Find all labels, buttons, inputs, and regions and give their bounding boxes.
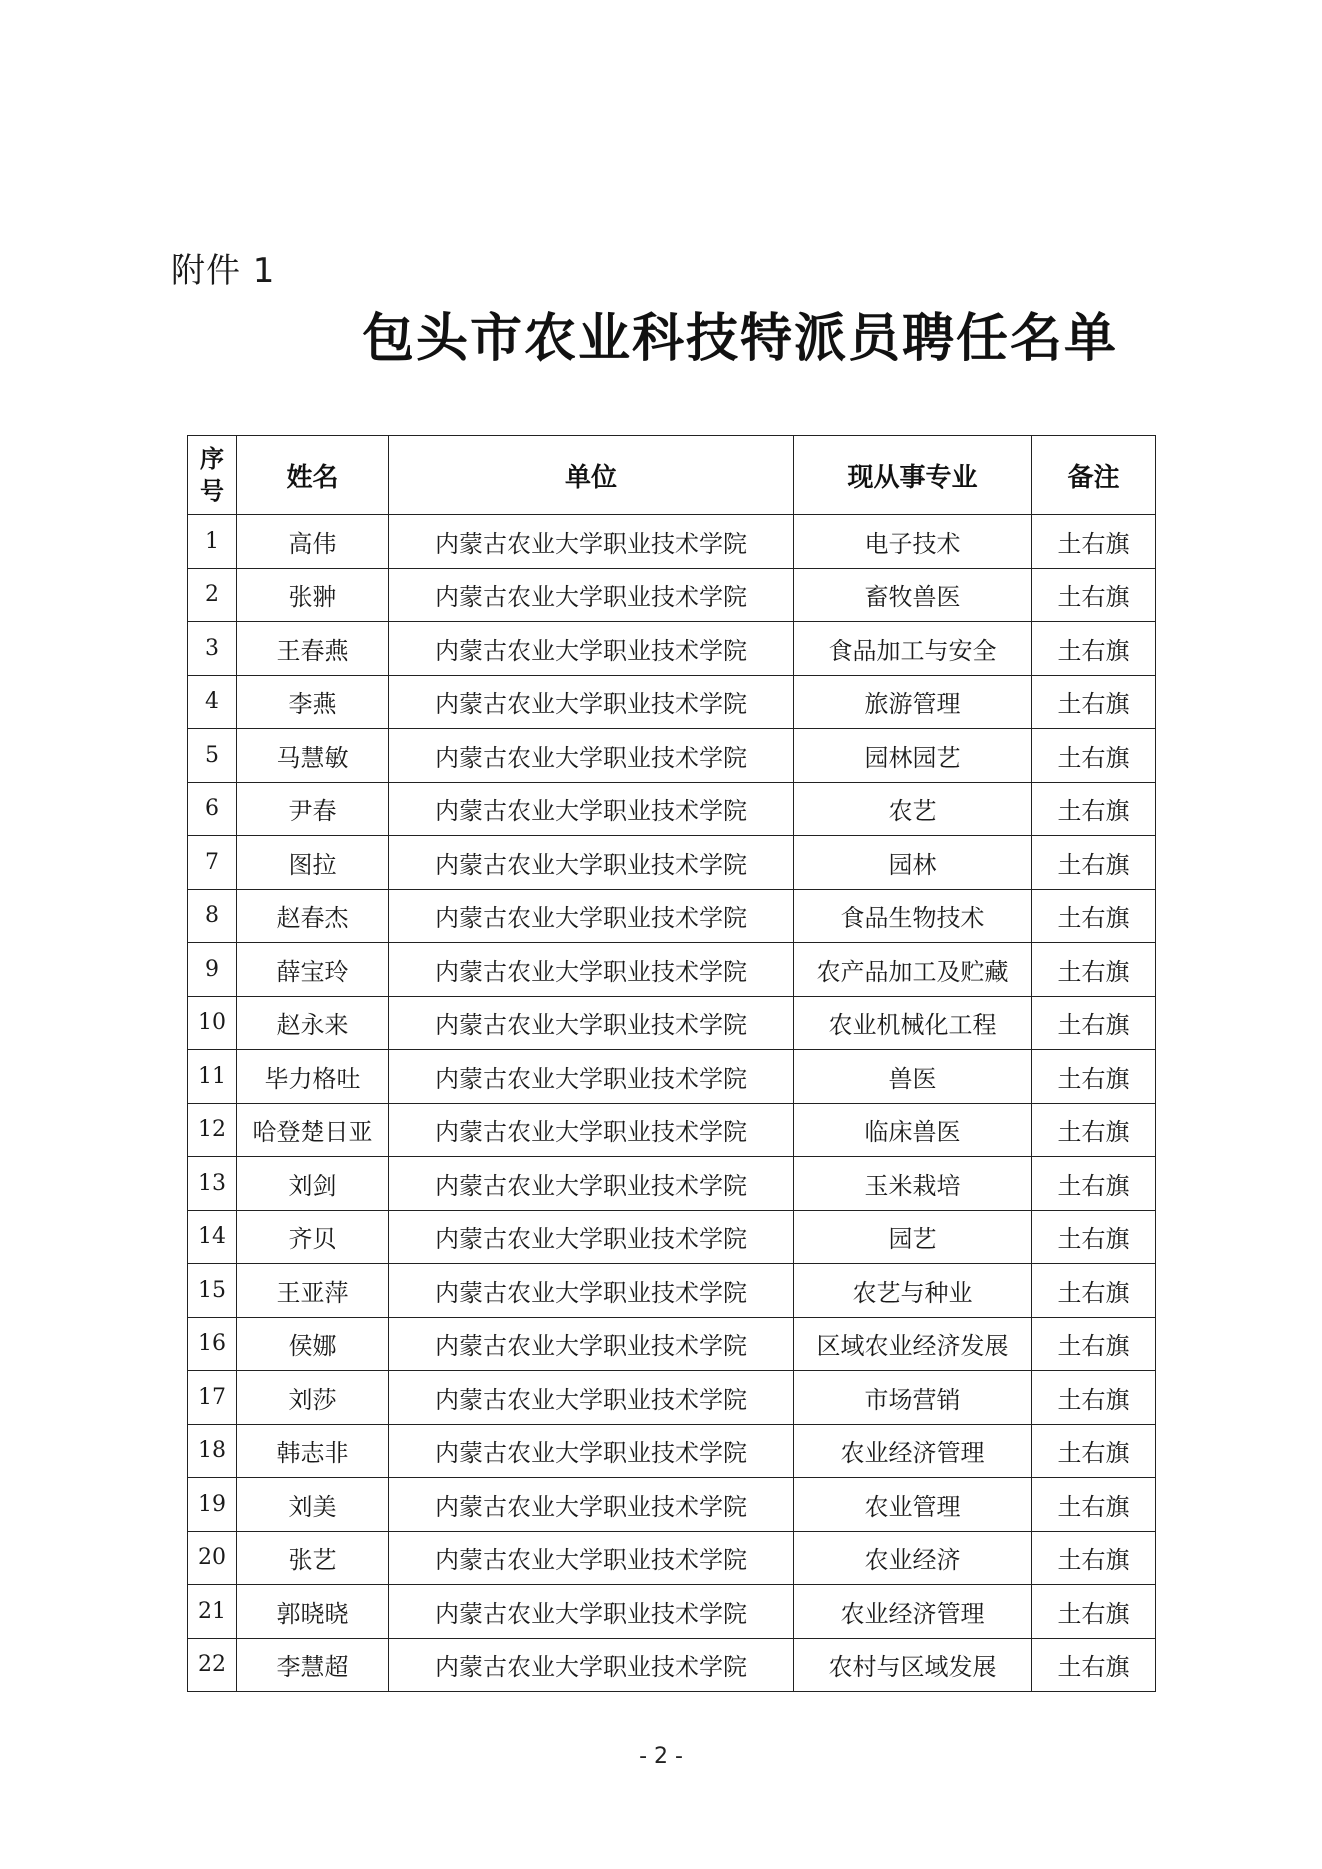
cell-unit: 内蒙古农业大学职业技术学院 xyxy=(389,1103,794,1157)
cell-specialty: 畜牧兽医 xyxy=(794,568,1032,622)
cell-note: 土右旗 xyxy=(1032,889,1156,943)
cell-specialty: 玉米栽培 xyxy=(794,1157,1032,1211)
cell-specialty: 农业经济管理 xyxy=(794,1424,1032,1478)
cell-specialty: 农业机械化工程 xyxy=(794,996,1032,1050)
cell-seq: 14 xyxy=(188,1210,237,1264)
cell-unit: 内蒙古农业大学职业技术学院 xyxy=(389,1478,794,1532)
table-body xyxy=(188,515,1156,1692)
cell-specialty: 旅游管理 xyxy=(794,675,1032,729)
cell-specialty: 兽医 xyxy=(794,1050,1032,1104)
cell-note: 土右旗 xyxy=(1032,1424,1156,1478)
cell-unit: 内蒙古农业大学职业技术学院 xyxy=(389,782,794,836)
cell-unit: 内蒙古农业大学职业技术学院 xyxy=(389,836,794,890)
table-row xyxy=(188,1103,1156,1157)
table-row xyxy=(188,836,1156,890)
table-row xyxy=(188,675,1156,729)
cell-name: 马慧敏 xyxy=(237,729,389,783)
cell-name: 张翀 xyxy=(237,568,389,622)
table-row xyxy=(188,1157,1156,1211)
cell-note: 土右旗 xyxy=(1032,782,1156,836)
cell-name: 赵永来 xyxy=(237,996,389,1050)
cell-name: 王亚萍 xyxy=(237,1264,389,1318)
cell-specialty: 农业经济管理 xyxy=(794,1585,1032,1639)
cell-note: 土右旗 xyxy=(1032,515,1156,569)
cell-unit: 内蒙古农业大学职业技术学院 xyxy=(389,1050,794,1104)
cell-seq: 1 xyxy=(188,515,237,569)
header-name: 姓名 xyxy=(237,436,389,515)
cell-unit: 内蒙古农业大学职业技术学院 xyxy=(389,996,794,1050)
cell-specialty: 园艺 xyxy=(794,1210,1032,1264)
cell-unit: 内蒙古农业大学职业技术学院 xyxy=(389,675,794,729)
page-number: - 2 - xyxy=(639,1744,683,1769)
table-row xyxy=(188,568,1156,622)
table-row xyxy=(188,515,1156,569)
table-row xyxy=(188,1424,1156,1478)
cell-specialty: 农村与区域发展 xyxy=(794,1638,1032,1692)
cell-note: 土右旗 xyxy=(1032,996,1156,1050)
cell-note: 土右旗 xyxy=(1032,729,1156,783)
attachment-label: 附件 1 xyxy=(171,251,276,291)
cell-name: 齐贝 xyxy=(237,1210,389,1264)
table-row xyxy=(188,729,1156,783)
cell-specialty: 农艺 xyxy=(794,782,1032,836)
cell-unit: 内蒙古农业大学职业技术学院 xyxy=(389,889,794,943)
cell-note: 土右旗 xyxy=(1032,568,1156,622)
table-row xyxy=(188,889,1156,943)
cell-name: 郭晓晓 xyxy=(237,1585,389,1639)
cell-specialty: 电子技术 xyxy=(794,515,1032,569)
cell-unit: 内蒙古农业大学职业技术学院 xyxy=(389,1531,794,1585)
header-specialty: 现从事专业 xyxy=(794,436,1032,515)
cell-seq: 4 xyxy=(188,675,237,729)
cell-name: 刘美 xyxy=(237,1478,389,1532)
cell-unit: 内蒙古农业大学职业技术学院 xyxy=(389,1638,794,1692)
header-unit: 单位 xyxy=(389,436,794,515)
cell-seq: 7 xyxy=(188,836,237,890)
cell-seq: 18 xyxy=(188,1424,237,1478)
table-row xyxy=(188,1585,1156,1639)
cell-seq: 22 xyxy=(188,1638,237,1692)
cell-note: 土右旗 xyxy=(1032,1157,1156,1211)
cell-seq: 11 xyxy=(188,1050,237,1104)
cell-unit: 内蒙古农业大学职业技术学院 xyxy=(389,1424,794,1478)
table-row xyxy=(188,1317,1156,1371)
cell-specialty: 食品生物技术 xyxy=(794,889,1032,943)
cell-name: 高伟 xyxy=(237,515,389,569)
cell-name: 毕力格吐 xyxy=(237,1050,389,1104)
cell-unit: 内蒙古农业大学职业技术学院 xyxy=(389,1371,794,1425)
cell-specialty: 园林 xyxy=(794,836,1032,890)
cell-seq: 15 xyxy=(188,1264,237,1318)
table-header xyxy=(188,436,1156,515)
cell-unit: 内蒙古农业大学职业技术学院 xyxy=(389,622,794,676)
table-row xyxy=(188,1531,1156,1585)
cell-name: 韩志非 xyxy=(237,1424,389,1478)
cell-seq: 12 xyxy=(188,1103,237,1157)
cell-name: 赵春杰 xyxy=(237,889,389,943)
cell-specialty: 农产品加工及贮藏 xyxy=(794,943,1032,997)
cell-name: 王春燕 xyxy=(237,622,389,676)
cell-seq: 19 xyxy=(188,1478,237,1532)
cell-name: 哈登楚日亚 xyxy=(237,1103,389,1157)
cell-name: 刘莎 xyxy=(237,1371,389,1425)
cell-seq: 16 xyxy=(188,1317,237,1371)
cell-specialty: 食品加工与安全 xyxy=(794,622,1032,676)
cell-specialty: 农艺与种业 xyxy=(794,1264,1032,1318)
cell-specialty: 市场营销 xyxy=(794,1371,1032,1425)
cell-unit: 内蒙古农业大学职业技术学院 xyxy=(389,1264,794,1318)
cell-unit: 内蒙古农业大学职业技术学院 xyxy=(389,729,794,783)
cell-seq: 21 xyxy=(188,1585,237,1639)
header-seq xyxy=(188,436,237,515)
cell-seq: 9 xyxy=(188,943,237,997)
cell-name: 李慧超 xyxy=(237,1638,389,1692)
cell-note: 土右旗 xyxy=(1032,1050,1156,1104)
cell-unit: 内蒙古农业大学职业技术学院 xyxy=(389,568,794,622)
table-row xyxy=(188,996,1156,1050)
table-row xyxy=(188,1050,1156,1104)
header-seq-line1: 序 xyxy=(200,445,224,473)
cell-name: 李燕 xyxy=(237,675,389,729)
table-row xyxy=(188,1371,1156,1425)
cell-note: 土右旗 xyxy=(1032,1531,1156,1585)
header-note: 备注 xyxy=(1032,436,1156,515)
cell-seq: 6 xyxy=(188,782,237,836)
cell-name: 尹春 xyxy=(237,782,389,836)
cell-note: 土右旗 xyxy=(1032,836,1156,890)
cell-note: 土右旗 xyxy=(1032,1638,1156,1692)
table-row xyxy=(188,622,1156,676)
cell-seq: 2 xyxy=(188,568,237,622)
table-row xyxy=(188,1264,1156,1318)
cell-name: 薛宝玲 xyxy=(237,943,389,997)
cell-note: 土右旗 xyxy=(1032,1210,1156,1264)
cell-unit: 内蒙古农业大学职业技术学院 xyxy=(389,515,794,569)
cell-seq: 3 xyxy=(188,622,237,676)
cell-note: 土右旗 xyxy=(1032,1371,1156,1425)
cell-name: 刘剑 xyxy=(237,1157,389,1211)
cell-specialty: 农业经济 xyxy=(794,1531,1032,1585)
cell-note: 土右旗 xyxy=(1032,1478,1156,1532)
cell-specialty: 园林园艺 xyxy=(794,729,1032,783)
table-row xyxy=(188,1478,1156,1532)
cell-seq: 13 xyxy=(188,1157,237,1211)
cell-name: 侯娜 xyxy=(237,1317,389,1371)
table-row xyxy=(188,1210,1156,1264)
cell-seq: 17 xyxy=(188,1371,237,1425)
header-row xyxy=(188,436,1156,515)
cell-note: 土右旗 xyxy=(1032,622,1156,676)
cell-specialty: 农业管理 xyxy=(794,1478,1032,1532)
cell-note: 土右旗 xyxy=(1032,1317,1156,1371)
cell-name: 张艺 xyxy=(237,1531,389,1585)
cell-unit: 内蒙古农业大学职业技术学院 xyxy=(389,1157,794,1211)
appointment-roster-table xyxy=(187,435,1156,1692)
cell-seq: 8 xyxy=(188,889,237,943)
cell-seq: 10 xyxy=(188,996,237,1050)
cell-note: 土右旗 xyxy=(1032,1585,1156,1639)
cell-unit: 内蒙古农业大学职业技术学院 xyxy=(389,943,794,997)
cell-specialty: 临床兽医 xyxy=(794,1103,1032,1157)
cell-seq: 20 xyxy=(188,1531,237,1585)
cell-note: 土右旗 xyxy=(1032,675,1156,729)
header-seq-line2: 号 xyxy=(200,477,224,505)
table-row xyxy=(188,782,1156,836)
cell-specialty: 区域农业经济发展 xyxy=(794,1317,1032,1371)
table-row xyxy=(188,1638,1156,1692)
cell-unit: 内蒙古农业大学职业技术学院 xyxy=(389,1317,794,1371)
cell-name: 图拉 xyxy=(237,836,389,890)
document-title: 包头市农业科技特派员聘任名单 xyxy=(362,308,1119,369)
cell-seq: 5 xyxy=(188,729,237,783)
cell-unit: 内蒙古农业大学职业技术学院 xyxy=(389,1210,794,1264)
cell-note: 土右旗 xyxy=(1032,1264,1156,1318)
cell-note: 土右旗 xyxy=(1032,1103,1156,1157)
cell-note: 土右旗 xyxy=(1032,943,1156,997)
table-row xyxy=(188,943,1156,997)
cell-unit: 内蒙古农业大学职业技术学院 xyxy=(389,1585,794,1639)
